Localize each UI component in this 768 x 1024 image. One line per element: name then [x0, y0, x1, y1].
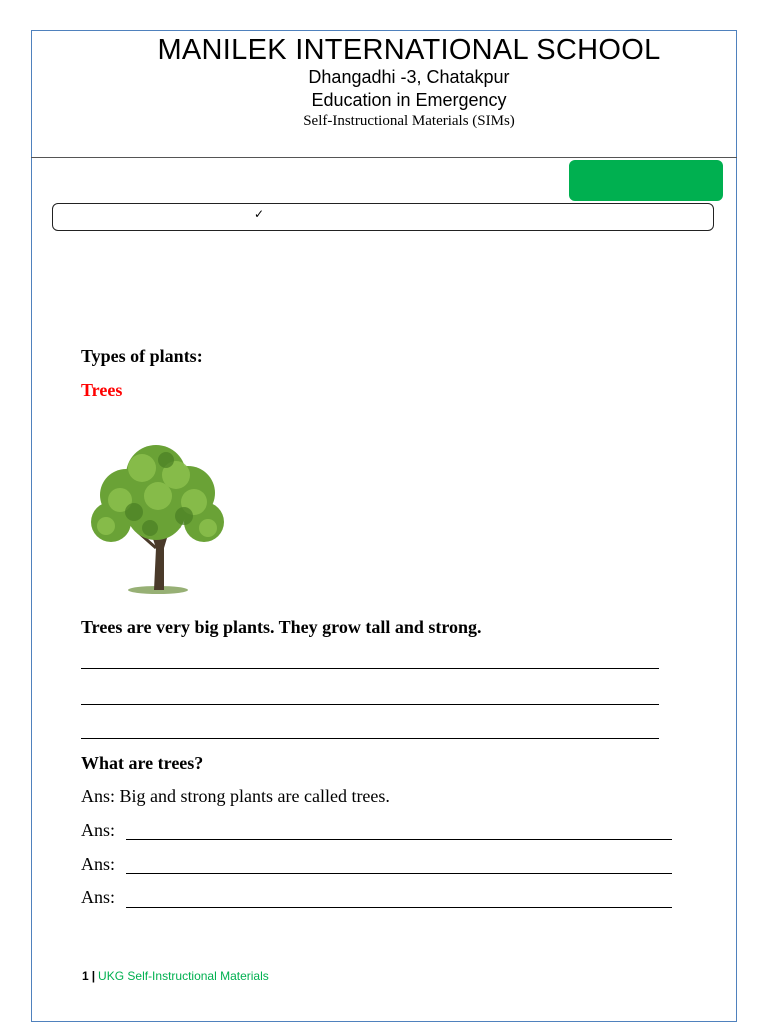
checkmark-icon: ✓ [254, 207, 265, 221]
answer-example: Ans: Big and strong plants are called trees. [81, 786, 390, 806]
program-title: Education in Emergency [311, 90, 507, 110]
green-badge [569, 160, 723, 201]
answer-label: Ans: [81, 820, 116, 840]
answer-line[interactable] [126, 873, 672, 874]
school-address: Dhangadhi -3, Chatakpur [308, 67, 510, 87]
materials-subtitle: Self-Instructional Materials (SIMs) [303, 113, 515, 129]
header-divider [31, 157, 737, 158]
question: What are trees? [81, 753, 204, 773]
section-heading: Types of plants: [81, 346, 203, 366]
page-footer [82, 969, 269, 983]
tree-description: Trees are very big plants. They grow tall and strong. [81, 617, 482, 637]
footer-separator: | [91, 969, 96, 983]
page-number: 1 [82, 969, 89, 983]
writing-line[interactable] [81, 704, 659, 705]
answer-label: Ans: [81, 887, 116, 907]
answer-label: Ans: [81, 854, 116, 874]
section-subheading: Trees [81, 380, 123, 400]
writing-line[interactable] [81, 738, 659, 739]
answer-line[interactable] [126, 839, 672, 840]
info-box [52, 203, 714, 231]
tree-image [76, 430, 236, 596]
school-name: MANILEK INTERNATIONAL SCHOOL [157, 34, 661, 66]
writing-line[interactable] [81, 668, 659, 669]
footer-label: UKG Self-Instructional Materials [98, 969, 269, 983]
answer-line[interactable] [126, 907, 672, 908]
